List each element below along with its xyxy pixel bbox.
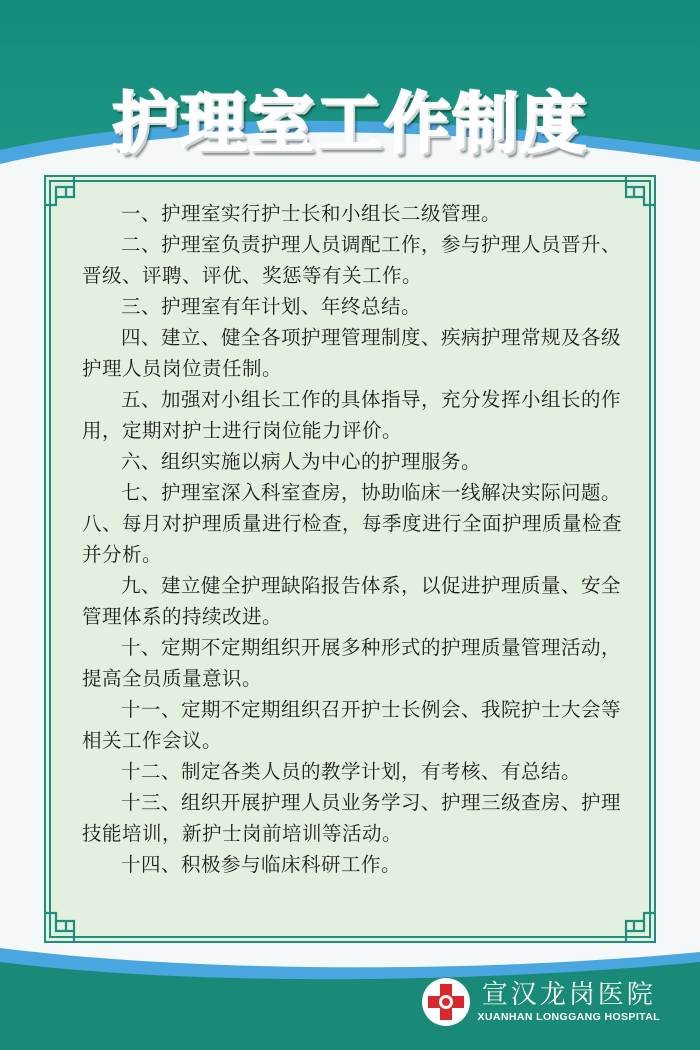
page-title: 护理室工作制度 — [112, 85, 588, 163]
rule-item: 七、护理室深入科室查房，协助临床一线解决实际问题。八、每月对护理质量进行检查，每季度进行全面护理质量检查并分析。 — [82, 481, 623, 566]
hospital-logo — [420, 976, 660, 1028]
rule-item: 九、建立健全护理缺陷报告体系，以促进护理质量、安全管理体系的持续改进。 — [82, 574, 622, 628]
rule-item: 三、护理室有年计划、年终总结。 — [121, 295, 422, 318]
rules-list — [82, 198, 627, 880]
rule-item: 五、加强对小组长工作的具体指导，充分发挥小组长的作用，定期对护士进行岗位能力评价。 — [82, 388, 622, 442]
rule-item: 二、护理室负责护理人员调配工作，参与护理人员晋升、晋级、评聘、评优、奖惩等有关工作。 — [82, 233, 622, 287]
hospital-cross-icon — [420, 976, 472, 1028]
rule-item: 十、定期不定期组织开展多种形式的护理质量管理活动，提高全员质量意识。 — [82, 636, 622, 690]
hospital-name-cn: 宣汉龙岗医院 — [481, 980, 656, 1010]
rule-item: 十二、制定各类人员的教学计划，有考核、有总结。 — [121, 760, 582, 783]
hospital-name-en: XUANHAN LONGGANG HOSPITAL — [477, 1011, 660, 1023]
rule-item: 十一、定期不定期组织召开护士长例会、我院护士大会等相关工作会议。 — [82, 698, 622, 752]
rule-item: 十三、组织开展护理人员业务学习、护理三级查房、护理技能培训，新护士岗前培训等活动。 — [82, 791, 622, 845]
rule-item: 一、护理室实行护士长和小组长二级管理。 — [121, 202, 502, 225]
rule-item: 十四、积极参与临床科研工作。 — [121, 853, 402, 876]
rule-item: 六、组织实施以病人为中心的护理服务。 — [121, 450, 482, 473]
rule-item: 四、建立、健全各项护理管理制度、疾病护理常规及各级护理人员岗位责任制。 — [82, 326, 622, 380]
